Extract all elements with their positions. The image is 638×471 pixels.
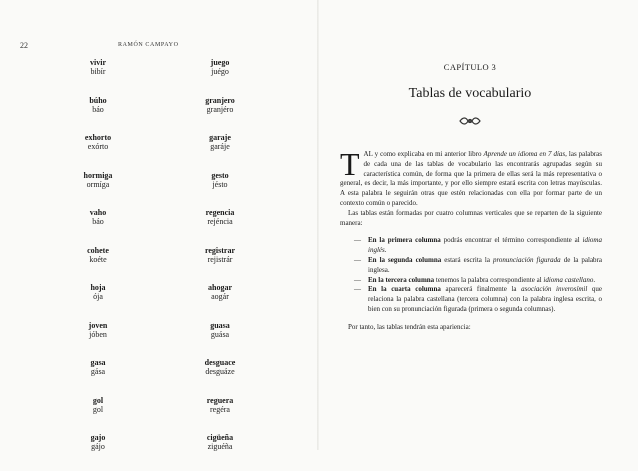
word: desguace: [204, 358, 236, 367]
chapter-title: Tablas de vocabulario: [408, 86, 532, 101]
word: cohete: [87, 245, 109, 255]
word: joven: [88, 320, 108, 330]
word: guasa: [210, 320, 230, 330]
column-emphasis: idioma castellano: [543, 275, 594, 284]
column-name: En la segunda columna: [368, 255, 442, 264]
list-item: [354, 285, 602, 314]
fleuron-icon: [458, 116, 482, 126]
intro-rest: , las palabras de cada una de las tablas de vocabulario las encontrarás agrupadas según su característica común, de forma que la primera de ellas será la más representativa o general, es decir, la más importante, y por ello siempre estará escrita con letras mayúsculas. A esta palabra le seguirán otras que estén relacionadas con ella por formar parte de un contexto común o parecido.: [340, 150, 602, 207]
dash-marker: —: [354, 285, 361, 294]
pronunciation: garáje: [210, 142, 230, 151]
word: hormiga: [83, 170, 113, 180]
column-end: .: [384, 246, 387, 255]
column-text: aparecerá finalmente la: [440, 285, 522, 294]
word-pair: [68, 208, 128, 246]
column-emphasis: asociación inverosímil: [521, 285, 588, 294]
columns-list: [340, 236, 602, 314]
column-emphasis: pronunciación figurada: [492, 255, 561, 264]
word-pair: [190, 396, 250, 434]
pronunciation: báo: [92, 217, 104, 226]
word: gajo: [90, 433, 106, 442]
intro-lead: AL y como explicaba en mi anterior libro: [363, 150, 484, 158]
word-pair: [190, 96, 250, 134]
chapter-label: CAPÍTULO 3: [443, 62, 497, 72]
running-head: RAMÓN CAMPAYO: [118, 42, 179, 48]
chapter-body: [340, 146, 602, 333]
list-item: [354, 276, 602, 286]
column-text: podrás encontrar el término correspondiente al: [440, 236, 583, 245]
pronunciation: desguáze: [205, 367, 235, 376]
word-column-right: [190, 58, 250, 471]
column-name: En la primera columna: [368, 236, 441, 245]
word-pair: [68, 58, 128, 96]
columns-intro-paragraph: Las tablas están formadas por cuatro columnas verticales que se reparten de la siguiente manera:: [340, 208, 602, 227]
book-gutter: [317, 0, 319, 450]
column-name: En la cuarta columna: [368, 285, 441, 294]
column-name: En la tercera columna: [368, 275, 435, 284]
word: cigüeña: [206, 433, 234, 442]
word-pair: [190, 358, 250, 396]
pronunciation: ormíga: [86, 179, 110, 189]
dash-marker: —: [354, 236, 361, 245]
pronunciation: bibír: [90, 67, 106, 76]
word: juego: [210, 58, 230, 67]
word-column-left: [68, 58, 128, 471]
word-pair: [68, 396, 128, 434]
list-item: [354, 236, 602, 256]
pronunciation: ója: [93, 292, 103, 301]
word-pair: [68, 358, 128, 396]
word-pair: [68, 433, 128, 471]
word-pair: [190, 283, 250, 321]
word: gol: [92, 395, 104, 405]
word: granjero: [205, 95, 235, 105]
word-pair: [68, 96, 128, 134]
word-pair: [190, 171, 250, 209]
pronunciation: aogár: [211, 292, 229, 301]
word: búho: [89, 95, 107, 105]
dash-marker: —: [354, 255, 361, 264]
pronunciation: rejéncia: [207, 217, 233, 226]
word: garaje: [209, 133, 231, 142]
column-text: estará escrita la: [441, 255, 493, 264]
column-emphasis: idioma inglés: [368, 236, 602, 255]
column-end: que relaciona la palabra castellana (tercera columna) con la palabra inglesa escrita, o bien con su pronunciación figurada (primera o segunda columnas).: [368, 285, 602, 313]
word: vivir: [90, 58, 106, 67]
column-end: .: [593, 275, 596, 284]
word: exhorto: [84, 133, 112, 142]
pronunciation: gása: [90, 367, 106, 376]
word-pair: [190, 133, 250, 171]
page-number: 22: [20, 41, 28, 50]
word-pair: [190, 208, 250, 246]
pronunciation: juégo: [211, 67, 229, 76]
pronunciation: guása: [210, 329, 230, 339]
word: vaho: [89, 208, 107, 217]
word: ahogar: [208, 283, 232, 292]
word: registrar: [204, 245, 236, 255]
column-end: de la palabra inglesa.: [368, 255, 602, 274]
word-pair: [68, 133, 128, 171]
column-text: tenemos la palabra correspondiente al: [434, 275, 544, 284]
intro-paragraph: [340, 146, 602, 209]
pronunciation: exórto: [87, 142, 109, 151]
pronunciation: jésto: [212, 179, 228, 189]
pronunciation: jóben: [89, 329, 107, 339]
dash-marker: —: [354, 275, 361, 284]
pronunciation: ziguéña: [207, 442, 233, 451]
pronunciation: báo: [92, 104, 104, 114]
closing-paragraph: Por tanto, las tablas tendrán esta apariencia:: [348, 322, 471, 331]
word-pair: [68, 283, 128, 321]
word-pair: [68, 246, 128, 284]
word: regencia: [205, 208, 235, 217]
word: gesto: [211, 170, 229, 180]
pronunciation: regéra: [210, 404, 230, 414]
word-pair: [190, 433, 250, 471]
pronunciation: rejistrár: [207, 254, 233, 264]
pronunciation: granjéro: [206, 104, 234, 114]
word: hoja: [90, 283, 106, 292]
pronunciation: koéte: [89, 254, 107, 264]
book-title: Aprende un idioma en 7 días: [483, 150, 566, 158]
word-pair: [190, 58, 250, 96]
word-pair: [190, 246, 250, 284]
word-pair: [68, 321, 128, 359]
word: gasa: [90, 358, 106, 367]
pronunciation: gájo: [91, 442, 105, 451]
word-pair: [68, 171, 128, 209]
pronunciation: gol: [92, 404, 104, 414]
drop-cap: T: [340, 146, 360, 182]
word-pair: [190, 321, 250, 359]
word: reguera: [206, 395, 234, 405]
list-item: [354, 256, 602, 276]
